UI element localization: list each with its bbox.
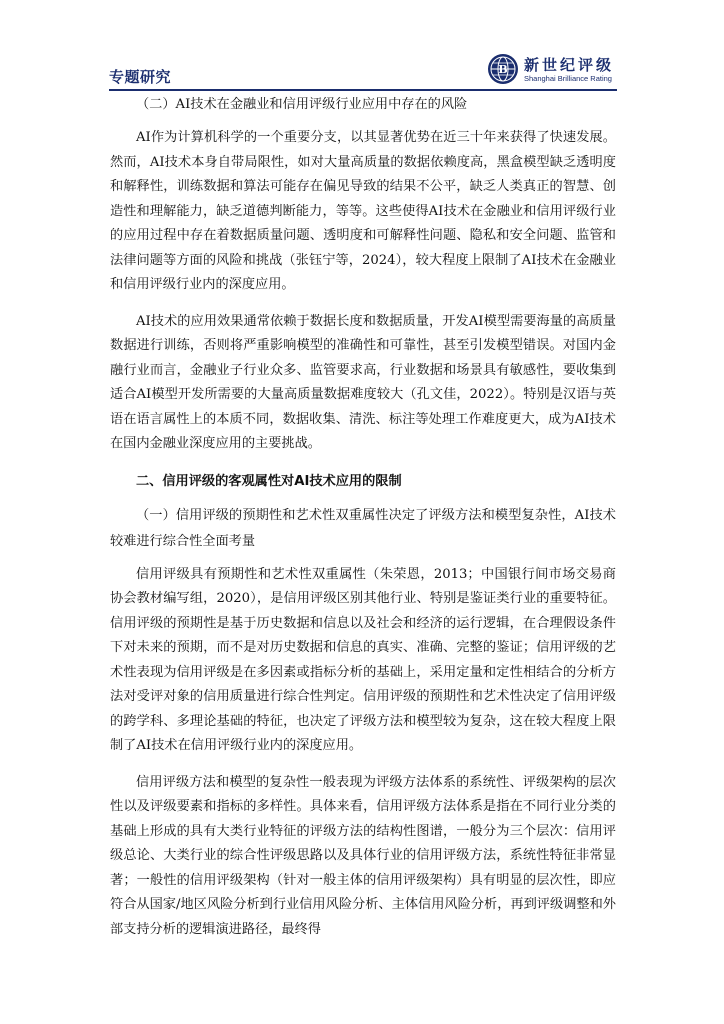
svg-text:B: B (498, 63, 508, 76)
subheading-dual-attributes: （一）信用评级的预期性和艺术性双重属性决定了评级方法和模型复杂性，AI技术较难进行综合性全面考量 (110, 507, 616, 549)
logo-chinese-name: 新世纪评级 (524, 56, 615, 74)
logo-english-name: Shanghai Brilliance Rating (524, 74, 612, 83)
header-divider (109, 89, 617, 91)
subheading-ai-risks: （二）AI技术在金融业和信用评级行业应用中存在的风险 (136, 97, 468, 112)
article-body (110, 92, 616, 942)
paragraph-methodology-complexity: 信用评级方法和模型的复杂性一般表现为评级方法体系的系统性、评级架构的层次性以及评级要素和指标的多样性。具体来看，信用评级方法体系是指在不同行业分类的基础上形成的具有大类行业特征的评级方法的结构性图谱，一般分为三个层次：信用评级总论、大类行业的综合性评级思路以及具体行业的信用评级方法，系统性特征非常显著；一般性的信用评级架构（针对一般主体的信用评级架构）具有明显的层次性，即应符合从国家/地区风险分析到行业信用风险分析、主体信用风险分析，再到评级调整和外部支持分析的逻辑演进路径，最终得 (110, 774, 616, 937)
paragraph-ai-limitations: AI作为计算机科学的一个重要分支，以其显著优势在近三十年来获得了快速发展。然而，AI技术本身自带局限性，如对大量高质量的数据依赖度高，黑盒模型缺乏透明度和解释性，训练数据和算法可能存在偏见导致的结果不公平，缺乏人类真正的智慧、创造性和理解能力，缺乏道德判断能力，等等。这些使得AI技术在金融业和信用评级行业的应用过程中存在着数据质量问题、透明度和可解释性问题、隐私和安全问题、监管和法律问题等方面的风险和挑战（张钰宁等，2024），较大程度上限制了AI技术在金融业和信用评级行业内的深度应用。 (110, 130, 616, 292)
section-label: 专题研究 (109, 68, 172, 86)
globe-emblem-icon (487, 53, 519, 85)
page-header (0, 0, 724, 94)
brand-logo (487, 53, 622, 87)
paragraph-dual-attributes: 信用评级具有预期性和艺术性双重属性（朱荣恩，2013；中国银行间市场交易商协会教材编写组，2020），是信用评级区别其他行业、特别是鉴证类行业的重要特征。信用评级的预期性是基于历史数据和信息以及社会和经济的运行逻辑，在合理假设条件下对未来的预期，而不是对历史数据和信息的真实、准确、完整的鉴证；信用评级的艺术性表现为信用评级是在多因素或指标分析的基础上，采用定量和定性相结合的分析方法对受评对象的信用质量进行综合性判定。信用评级的预期性和艺术性决定了信用评级的跨学科、多理论基础的特征，也决定了评级方法和模型较为复杂，这在较大程度上限制了AI技术在信用评级行业内的深度应用。 (110, 566, 616, 753)
paragraph-data-quality: AI技术的应用效果通常依赖于数据长度和数据质量，开发AI模型需要海量的高质量数据进行训练，否则将严重影响模型的准确性和可靠性，甚至引发模型错误。对国内金融行业而言，金融业子行业众多、监管要求高，行业数据和场景具有敏感性，要收集到适合AI模型开发所需要的大量高质量数据难度较大（孔文佳，2022）。特别是汉语与英语在语言属性上的本质不同，数据收集、清洗、标注等处理工作难度更大，成为AI技术在国内金融业深度应用的主要挑战。 (110, 313, 616, 451)
section-heading-rating-attributes: 二、信用评级的客观属性对AI技术应用的限制 (136, 473, 402, 489)
